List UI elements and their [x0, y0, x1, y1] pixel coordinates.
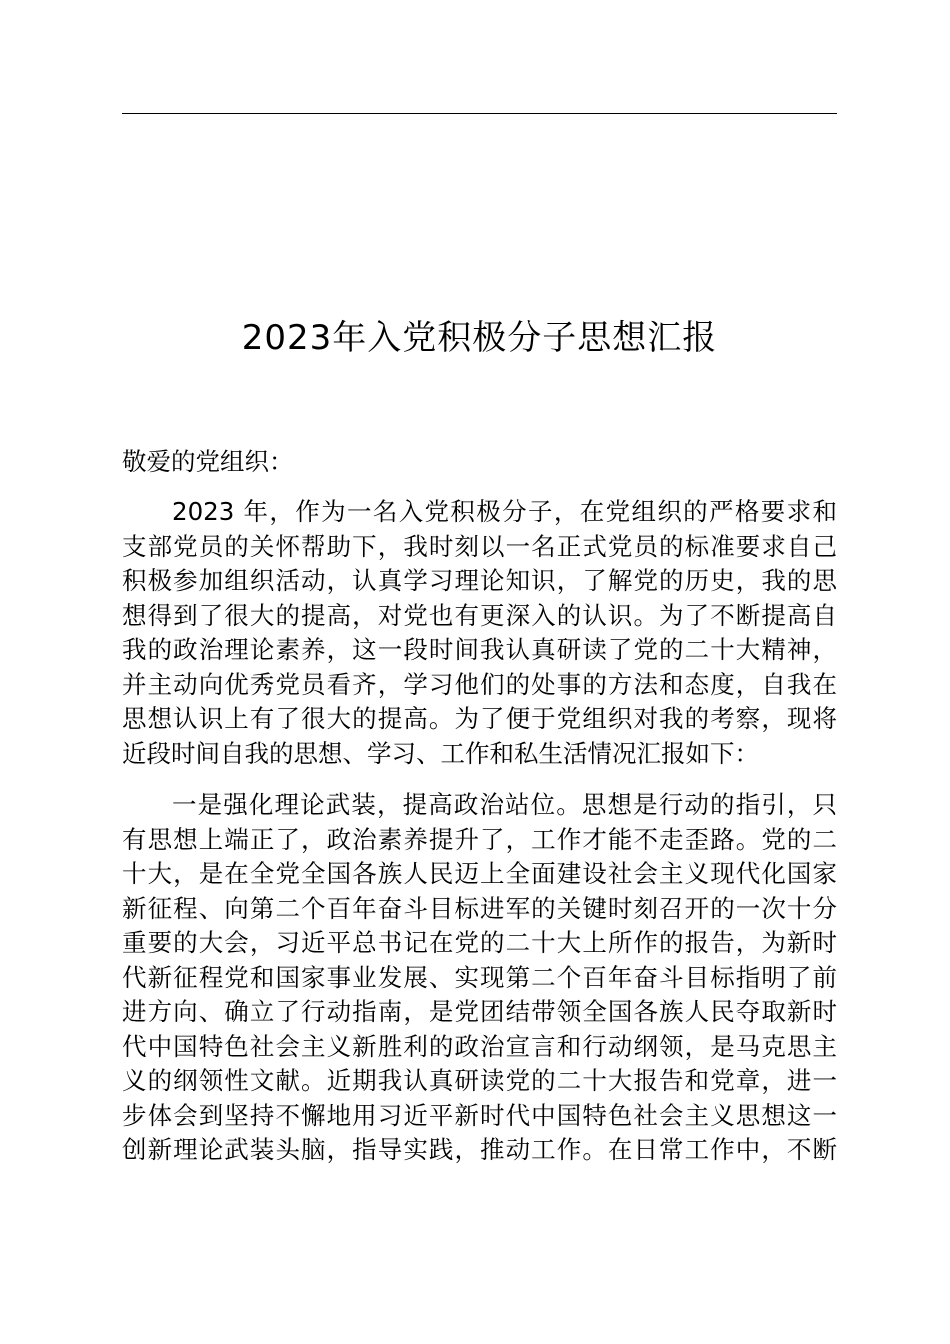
paragraph-line: 步体会到坚持不懈地用习近平新时代中国特色社会主义思想这一	[122, 1100, 837, 1130]
paragraph-line: 创新理论武装头脑，指导实践，推动工作。在日常工作中，不断	[122, 1135, 837, 1164]
document-title: 2023年入党积极分子思想汇报	[241, 318, 718, 358]
paragraph-line: 重要的大会，习近平总书记在党的二十大上所作的报告，为新时	[122, 928, 837, 957]
paragraph-line: 代中国特色社会主义新胜利的政治宣言和行动纲领，是马克思主	[122, 1031, 837, 1061]
paragraph-line: 想得到了很大的提高，对党也有更深入的认识。为了不断提高自	[122, 600, 837, 630]
paragraph-line: 近段时间自我的思想、学习、工作和私生活情况汇报如下：	[122, 738, 759, 768]
paragraph-1	[122, 495, 837, 771]
paragraph-line: 十大，是在全党全国各族人民迈上全面建设社会主义现代化国家	[122, 859, 837, 888]
paragraph-line: 进方向、确立了行动指南，是党团结带领全国各族人民夺取新时	[122, 997, 837, 1026]
paragraph-line: 我的政治理论素养，这一段时间我认真研读了党的二十大精神，	[122, 635, 837, 664]
header-rule	[122, 113, 837, 114]
paragraph-line: 新征程、向第二个百年奋斗目标进军的关键时刻召开的一次十分	[122, 893, 837, 923]
paragraph-line: 积极参加组织活动，认真学习理论知识，了解党的历史，我的思	[122, 566, 837, 595]
paragraph-line: 并主动向优秀党员看齐，学习他们的处事的方法和态度，自我在	[122, 669, 837, 699]
paragraph-line: 一是强化理论武装，提高政治站位。思想是行动的指引，只	[172, 790, 837, 819]
paragraph-line: 思想认识上有了很大的提高。为了便于党组织对我的考察，现将	[122, 704, 837, 733]
salutation: 敬爱的党组织：	[122, 447, 294, 476]
paragraph-line: 2023 年，作为一名入党积极分子，在党组织的严格要求和	[172, 497, 837, 526]
paragraph-line: 有思想上端正了，政治素养提升了，工作才能不走歪路。党的二	[122, 824, 837, 854]
paragraph-line: 义的纲领性文献。近期我认真研读党的二十大报告和党章，进一	[122, 1066, 837, 1095]
paragraph-2	[122, 788, 837, 1168]
paragraph-line: 代新征程党和国家事业发展、实现第二个百年奋斗目标指明了前	[122, 962, 837, 992]
paragraph-line: 支部党员的关怀帮助下，我时刻以一名正式党员的标准要求自己	[122, 531, 837, 561]
